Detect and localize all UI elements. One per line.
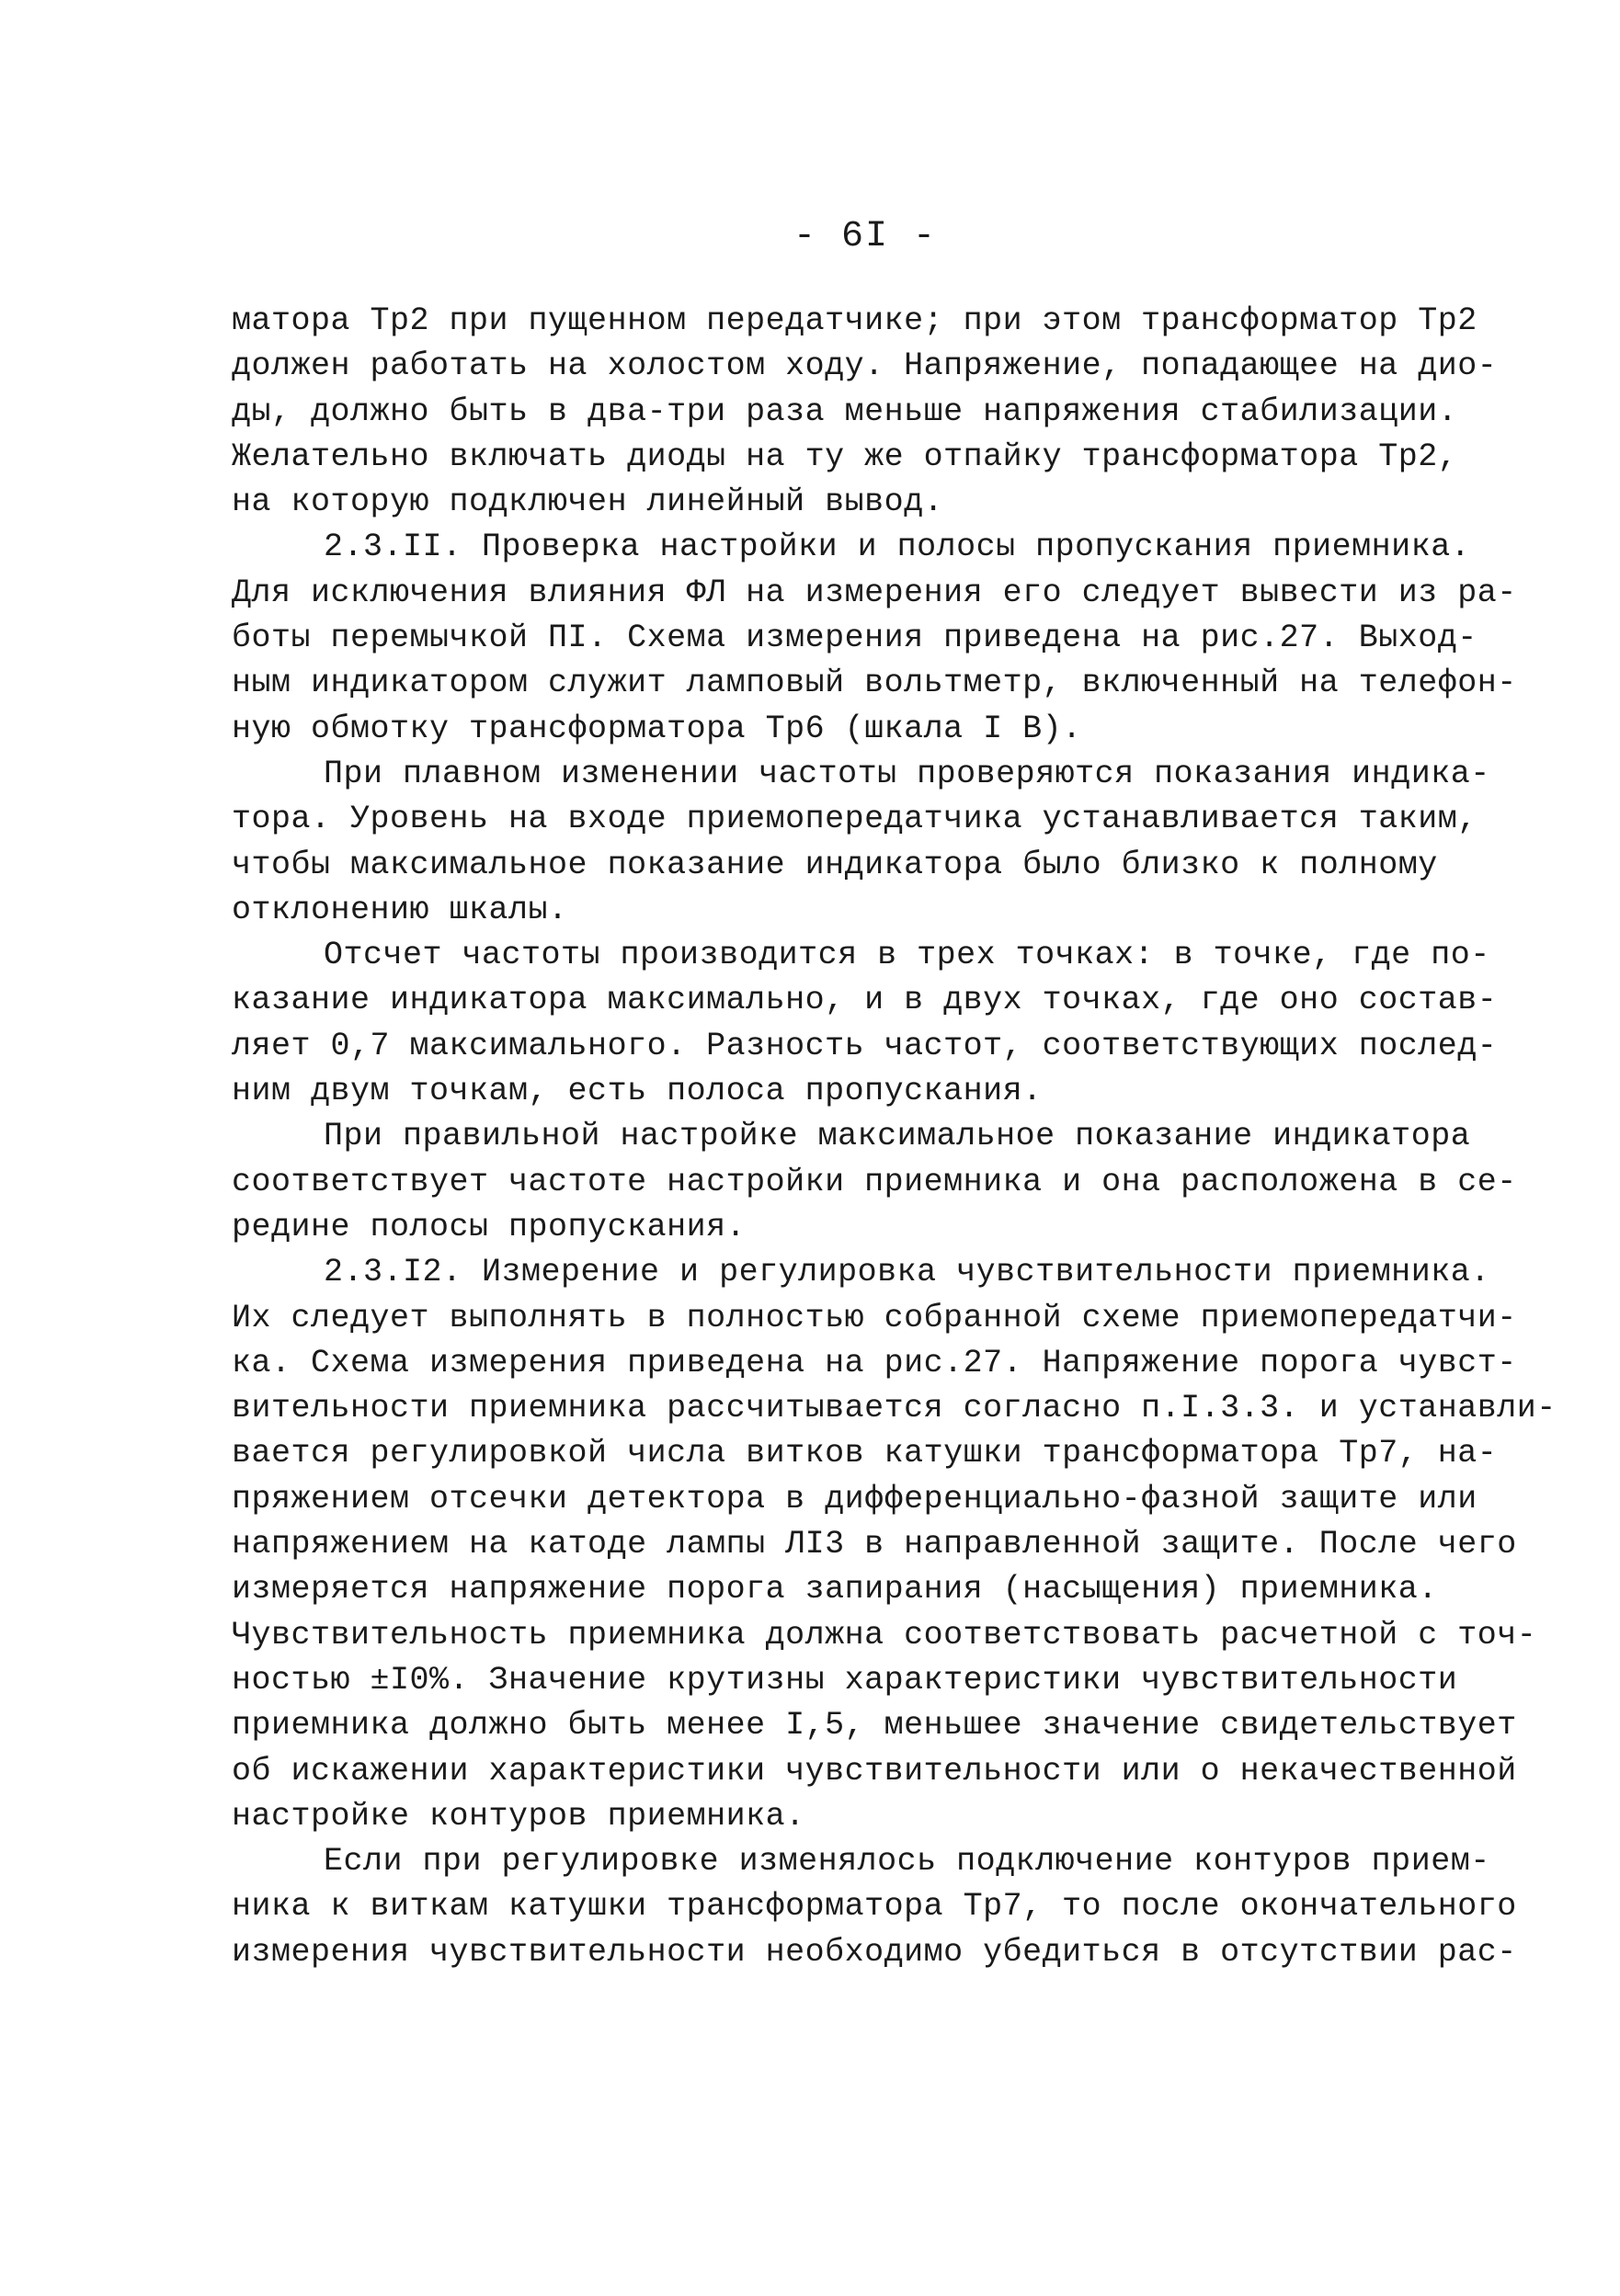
text-line: соответствует частоте настройки приемника и она расположена в се- (232, 1163, 1517, 1200)
page-number: - 6I - (793, 216, 938, 257)
text-line: ника к виткам катушки трансформатора Тр7, то после окончательного (232, 1888, 1517, 1926)
text-line: ляет 0,7 максимального. Разность частот, соответствующих послед- (232, 1027, 1498, 1064)
text-line: приемника должно быть менее I,5, меньшее значение свидетельствует (232, 1707, 1517, 1745)
text-line: чтобы максимальное показание индикатора было близко к полному (232, 846, 1438, 883)
text-line: редине полосы пропускания. (232, 1208, 747, 1245)
text-line: Для исключения влияния ФЛ на измерения его следует вывести из ра- (232, 574, 1517, 611)
text-line: ностью ±I0%. Значение крутизны характеристики чувствительности (232, 1661, 1458, 1699)
text-line: должен работать на холостом ходу. Напряжение, попадающее на дио- (232, 347, 1498, 385)
text-line: Их следует выполнять в полностью собранной схеме приемопередатчи- (232, 1299, 1517, 1336)
text-line: измерения чувствительности необходимо убедиться в отсутствии рас- (232, 1933, 1517, 1971)
text-line: на которую подключен линейный вывод. (232, 483, 944, 521)
paragraph-start: Если при регулировке изменялось подключение контуров прием- (324, 1843, 1490, 1881)
section-heading-2-3-12: 2.3.I2. Измерение и регулировка чувствительности приемника. (324, 1254, 1490, 1291)
paragraph-start: Отсчет частоты производится в трех точках: в точке, где по- (324, 937, 1490, 974)
text-line: Желательно включать диоды на ту же отпайку трансформатора Тр2, (232, 438, 1458, 475)
section-heading-2-3-11: 2.3.II. Проверка настройки и полосы пропускания приемника. (324, 529, 1471, 566)
text-line: боты перемычкой ПI. Схема измерения приведена на рис.27. Выход- (232, 619, 1477, 657)
text-line: пряжением отсечки детектора в дифференциально-фазной защите или (232, 1480, 1477, 1517)
text-line: матора Тр2 при пущенном передатчике; при этом трансформатор Тр2 (232, 302, 1477, 339)
text-line: напряжением на катоде лампы ЛI3 в направленной защите. После чего (232, 1526, 1517, 1563)
text-line: Чувствительность приемника должна соответствовать расчетной с точ- (232, 1616, 1537, 1654)
text-line: отклонению шкалы. (232, 891, 568, 928)
text-line: вается регулировкой числа витков катушки трансформатора Тр7, на- (232, 1435, 1498, 1472)
paragraph-start: При правильной настройке максимальное показание индикатора (324, 1118, 1471, 1155)
text-line: ка. Схема измерения приведена на рис.27. Напряжение порога чувст- (232, 1344, 1517, 1381)
paragraph-start: При плавном изменении частоты проверяются показания индика- (324, 755, 1490, 792)
text-line: казание индикатора максимально, и в двух точках, где оно состав- (232, 982, 1498, 1019)
text-line: настройке контуров приемника. (232, 1797, 805, 1835)
text-line: ды, должно быть в два-три раза меньше напряжения стабилизации. (232, 392, 1458, 430)
text-line: об искажении характеристики чувствительности или о некачественной (232, 1752, 1517, 1790)
text-line: тора. Уровень на входе приемопередатчика устанавливается таким, (232, 801, 1477, 838)
text-line: ним двум точкам, есть полоса пропускания. (232, 1073, 1043, 1110)
body-text (232, 299, 1557, 1975)
text-line: ным индикатором служит ламповый вольтметр, включенный на телефон- (232, 665, 1517, 702)
text-line: измеряется напряжение порога запирания (насыщения) приемника. (232, 1571, 1438, 1608)
text-line: ную обмотку трансформатора Тр6 (шкала I В). (232, 710, 1082, 747)
text-line: вительности приемника рассчитывается согласно п.I.3.3. и устанавли- (232, 1390, 1557, 1427)
